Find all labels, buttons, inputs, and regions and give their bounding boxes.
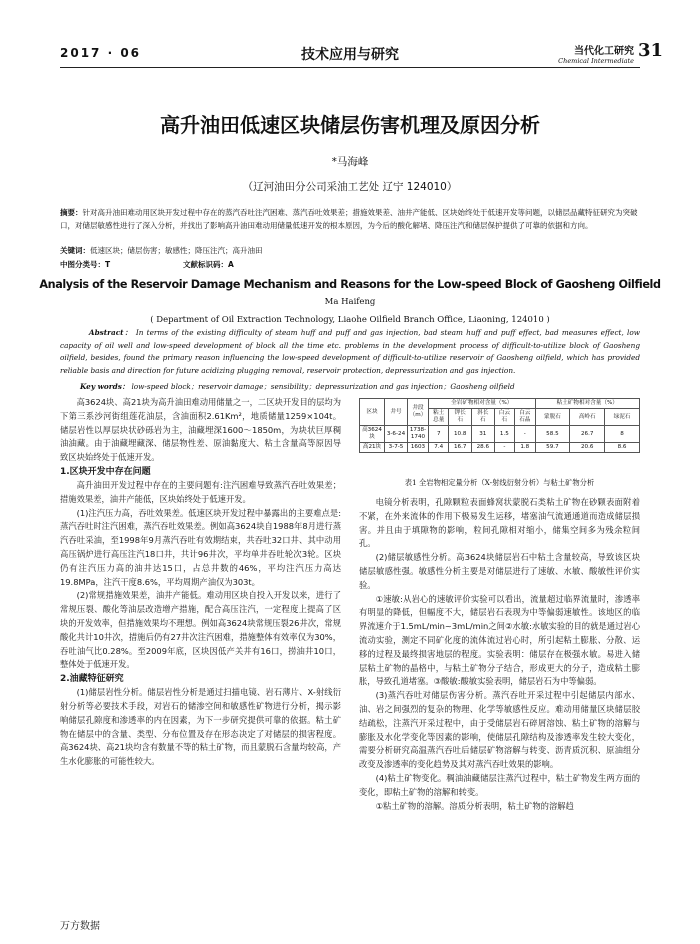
section-heading-2: 2.油藏特征研究 — [60, 674, 124, 685]
keywords-cn-text: 低速区块；储层伤害；敏感性；降压注汽；高升油田 — [90, 246, 263, 255]
table-header-depth: 井段 （m） — [408, 399, 429, 426]
section-title: 技术应用与研究 — [301, 47, 399, 63]
paper-title: 高升油田低速区块储层伤害机理及原因分析 — [160, 113, 540, 137]
footer-watermark: 万方数据 — [60, 921, 100, 932]
keywords-cn — [60, 245, 640, 256]
body-paragraph: (4)粘土矿物变化。稠油油藏储层注蒸汽过程中，粘土矿物发生两方面的变化，即粘土矿物的溶解和转变。 — [359, 772, 640, 797]
affiliation-en: ( Department of Oil Extraction Technology, Liaohe Oilfield Branch Office, Liaoning, 124010 ) — [150, 315, 550, 325]
paper-title-en: Analysis of the Reservoir Damage Mechanism and Reasons for the Low-speed Block of Gaosheng Oilfield — [39, 278, 661, 291]
table-cell: 8 — [605, 426, 640, 443]
mineral-table — [359, 398, 640, 453]
table-cell: 28.6 — [472, 443, 495, 453]
table-subheader: 白云 石 — [494, 409, 514, 426]
table-cell: 58.5 — [535, 426, 570, 443]
doc-code-value: A — [228, 260, 234, 269]
table-cell: 16.7 — [449, 443, 472, 453]
body-paragraph: (2)储层敏感性分析。高3624块储层岩石中粘土含量较高，导致该区块储层敏感性强。敏感性分析主要是对储层进行了速敏、水敏、酸敏性评价实验。 — [359, 552, 640, 590]
journal-name-en: Chemical Intermediate — [558, 57, 634, 65]
abstract-cn — [60, 207, 640, 232]
table-header-wells: 井号 — [385, 399, 408, 426]
table-cell: 3-6-24 — [385, 426, 408, 443]
table-cell: 26.7 — [570, 426, 605, 443]
table-subheader: 钾长 石 — [449, 409, 472, 426]
header-rule — [60, 67, 640, 68]
table-header-whole-rock: 全岩矿物相对含量（%） — [429, 399, 536, 409]
author-en: Ma Haifeng — [324, 297, 376, 307]
table-cell: 7.4 — [429, 443, 449, 453]
table-row — [360, 443, 640, 453]
table-cell: 3-7-5 — [385, 443, 408, 453]
table-cell: 1738- 1740 — [408, 426, 429, 443]
table-cell: - — [494, 443, 514, 453]
abstract-cn-text: 针对高升油田难动用区块开发过程中存在的蒸汽吞吐注汽困难、蒸汽吞吐效果差；措施效果差、油井产能低、区块始终处于低速开发等问题，以储层品藏特征研究为突破口，对储层敏感性进行了深入分析，并找出了影响高升油田难动用储量低速开发的根本原因，为今后的酸化解堵、降压注汽和储层保护提供了可靠的依据和方向。 — [60, 208, 638, 230]
table-cell: 1603 — [408, 443, 429, 453]
body-paragraph: (1)注汽压力高，吞吐效果差。低速区块开发过程中暴露出的主要难点是:蒸汽吞吐时注汽困难，蒸汽吞吐效果差。例如高3624块自1988年8月进行蒸汽吞吐采油，至1998年9月蒸汽吞吐有效期结束，共吞吐32口井、其中动用高压锅炉进行高压注汽18口井，共计96井次，平均单井吞吐轮次3轮。区块仍有注汽压力高的油井达15口，占总井数的46%，平均注汽压力高达19.8MPa，注汽干度8.6%，平均周期产油仅为303t。 — [60, 507, 341, 587]
table-cell: 20.6 — [570, 443, 605, 453]
table-cell: 10.8 — [449, 426, 472, 443]
abstract-en — [60, 327, 640, 378]
journal-brand — [534, 42, 634, 65]
table-cell: 7 — [429, 426, 449, 443]
table-caption: 表1 全岩物相定量分析（X-射线衍射分析）与粘土矿物分析 — [404, 478, 595, 487]
body-paragraph: 电镜分析表明，孔隙颗粒表面蜂窝状蒙脱石类粘土矿物在砂颗表面附着不紧，在外来流体的作用下极易发生运移，堵塞油气流通通道而造成储层损害。并且由于填隙物的影响，粒间孔隙相对缩小，储集空间多为残余粒间孔。 — [359, 497, 640, 549]
keywords-en-text: low-speed block；reservoir damage；sensibility；depressurization and gas injection；Gaosheng oilfield — [131, 382, 515, 391]
table-cell: 59.7 — [535, 443, 570, 453]
intro-paragraph: 高3624块、高21块为高升油田难动用储量之一，二区块开发目的层均为下第三系沙河街组莲花油层，含油面积2.61Km²，地质储量1259×104t。储层岩性以厚层块状砂砾岩为主，油藏埋深1600～1850m，为块状巨厚稠油油藏。由于油藏埋藏深、储层物性差、原油黏度大、粘土含量高等原因导致区块始终处于低速开发。 — [60, 397, 341, 463]
table-header-clay: 粘土矿物相对含量（%） — [535, 399, 639, 409]
table-cell: 1.8 — [515, 443, 535, 453]
table-subheader: 高岭石 — [570, 409, 605, 426]
table-cell: 8.6 — [605, 443, 640, 453]
abstract-en-label: Abstract： — [88, 328, 133, 337]
body-paragraph: (2)常规措施效果差，油井产能低。难动用区块自投入开发以来，进行了常规压裂、酸化等油层改造增产措施，配合高压注汽，一定程度上提高了区块的开发效率，但措施效果均不理想。例如高3624块常规压裂26井次，常规酸化共计10井次，措施后仍有27井次注汽困难，措施整体有效率仅为30%，吞吐油气比0.28%。至2009年底，区块因低产关井有16口，捞油井10口，整体处于低速开发。 — [60, 590, 341, 670]
affiliation: （辽河油田分公司采油工艺处 辽宁 124010） — [242, 181, 458, 193]
body-paragraph: (3)蒸汽吞吐对储层伤害分析。蒸汽吞吐开采过程中引起储层内部水、油、岩之间强烈的复杂的物理、化学等敏感性反应。难动用储量区块储层胶结疏松，注蒸汽开采过程中，由于受储层岩石碎屑溶蚀、粘土矿物的溶解与膨胀及水化学变化等因素的影响，使储层孔隙结构及渗透率发生较大变化，需要分析研究高温蒸汽吞吐后储层矿物溶解与转变、沥青质沉积、原油组分改变及渗透率的变化趋势及其对蒸汽吞吐效果的影响。 — [359, 690, 640, 770]
body-paragraph: (1)储层岩性分析。储层岩性分析是通过扫描电镜、岩石薄片、X-射线衍射分析等必要技术手段，对岩石的储渗空间和敏感性矿物进行分析，揭示影响储层孔隙度和渗透率的内在因素，为下一步研究提供可靠的依据。粘土矿物在储层中的含量、类型、分布位置及存在形态决定了对储层的损害程度。高3624块、高21块均含有数量不等的粘土矿物，而且蒙脱石含量均较高，产生水化膨胀的可能性较大。 — [60, 687, 341, 767]
keywords-en-label: Key words： — [80, 382, 130, 391]
abstract-cn-label: 摘要： — [60, 208, 83, 217]
table-subheader: 粘土 总量 — [429, 409, 449, 426]
author: *马海峰 — [331, 156, 369, 168]
left-column — [60, 396, 341, 769]
page-number: 31 — [638, 40, 664, 61]
table-cell: 1.5 — [494, 426, 514, 443]
table-cell: 高21块 — [360, 443, 385, 453]
table-subheader: 蒙脱石 — [535, 409, 570, 426]
keywords-cn-label: 关键词： — [60, 246, 90, 255]
keywords-en — [80, 382, 640, 392]
body-paragraph: ①速敏:从岩心的速敏评价实验可以看出，流量超过临界流量时，渗透率有明显的降低，但幅度不大，储层岩石表现为中等偏弱速敏性。该地区的临界流速介于1.5mL/min~3mL/min之间②水敏:水敏实验的目的就是通过岩心流动实验，测定不同矿化度的流体流过岩心时，所引起粘土膨胀、分散、运移的过程及最终损害地层的程度。实验表明：储层存在极强水敏。易进入储层粘土矿物的晶格中，与粘土矿物分子结合，形成更大的分子，造成粘土膨胀，导致孔道堵塞。③酸敏:酸敏实验表明，储层岩石为中等偏弱。 — [359, 593, 640, 687]
body-paragraph: 高升油田开发过程中存在的主要问题有:注汽困难导致蒸汽吞吐效果差；措施效果差，油井产能低，区块始终处于低速开发。 — [60, 479, 341, 504]
abstract-en-text: In terms of the existing difficulty of steam huff and puff and gas injection, bad steam huff and puff effect, bad measures effect, low capacity of oil well and low-speed development of block all the time etc. problems in the development process of difficult-to-utilize block of Gaosheng oilfield, besides, found the primary reason influencing the low-speed development of difficult-to-utilize reservoir of Gaosheng oilfield, which has provided reliable basis and direction for future acidizing plugging removal, reservoir protection, depressurization and gas injection. — [60, 328, 640, 376]
classification — [60, 259, 640, 270]
table-cell: 高3624 块 — [360, 426, 385, 443]
table-subheader: 斜长 石 — [472, 409, 495, 426]
journal-name-cn: 当代化工研究 — [574, 46, 634, 57]
table-header-block: 区块 — [360, 399, 385, 426]
issue-number: 2017 · 06 — [60, 46, 142, 60]
table-cell: 31 — [472, 426, 495, 443]
doc-code-label: 文献标识码： — [183, 260, 228, 269]
clc-label: 中图分类号： — [60, 260, 105, 269]
table-cell: - — [515, 426, 535, 443]
body-paragraph: ①粘土矿物的溶解。溶质分析表明，粘土矿物的溶解趋 — [375, 800, 574, 811]
table-row — [360, 426, 640, 443]
clc-value: T — [105, 260, 111, 269]
right-column — [359, 496, 640, 813]
table-subheader: 绿泥石 — [605, 409, 640, 426]
table-subheader: 白云 石晶 — [515, 409, 535, 426]
section-heading-1: 1.区块开发中存在问题 — [60, 466, 151, 477]
